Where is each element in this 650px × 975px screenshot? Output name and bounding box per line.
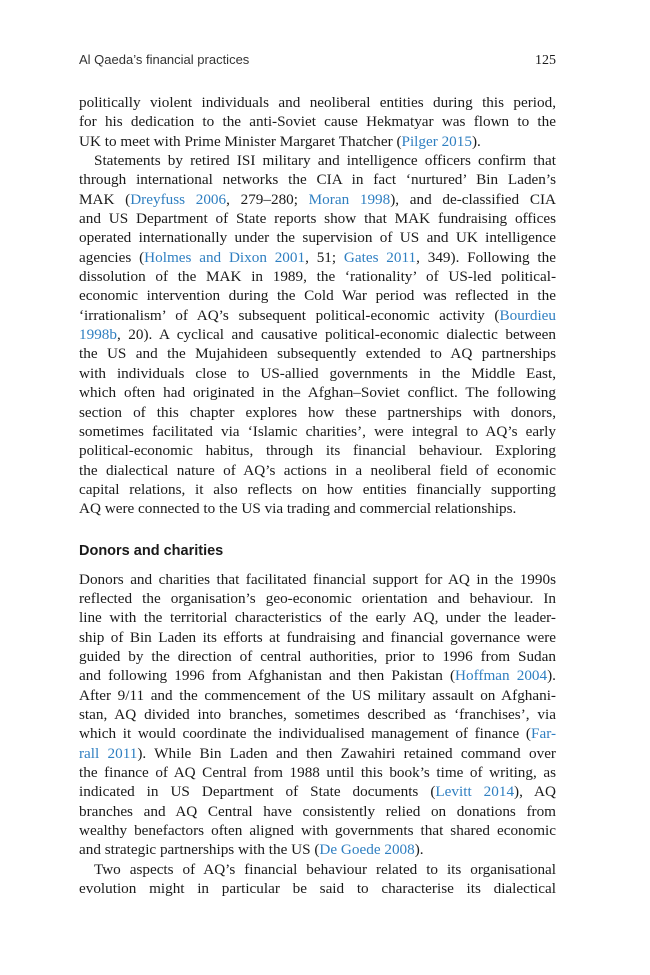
text-line [79, 325, 556, 344]
text-run: indicated in US Department of State documents ( [79, 783, 436, 801]
text-line: the finance of AQ Central from 1988 until this book’s time of writing, as [79, 764, 556, 781]
text-line: which often had originated in the Afghan–Soviet conflict. The following [79, 384, 556, 402]
text-line: wealthy benefactors often aligned with governments that shared economic [79, 822, 556, 840]
text-line [79, 190, 556, 209]
text-line [79, 782, 556, 801]
paragraph-2 [79, 151, 556, 519]
text-line: ship of Bin Laden its efforts at fundraising and financial governance were [79, 628, 556, 646]
text-line [79, 840, 556, 859]
text-run: ). [547, 667, 556, 685]
text-line [79, 306, 556, 325]
section-heading: Donors and charities [79, 542, 224, 559]
text-line: AQ were connected to the US via trading and commercial relationships. [79, 500, 517, 518]
citation-link[interactable]: Hoffman 2004 [455, 667, 548, 685]
body-text [79, 93, 556, 898]
citation-link[interactable]: De Goede 2008 [319, 841, 415, 859]
text-line: the dialectical nature of AQ’s actions in a neoliberal field of economic [79, 461, 556, 479]
text-line: branches and AQ Central have consistently relied on donations from [79, 802, 556, 820]
text-run: and strategic partnerships with the US ( [79, 841, 320, 859]
text-line: section of this chapter explores how these partnerships with donors, [79, 403, 556, 421]
paragraph-4 [79, 860, 556, 899]
citation-link[interactable]: Levitt 2014 [435, 783, 515, 801]
citation-link[interactable]: rall 2011 [79, 744, 138, 762]
citation-link[interactable]: Bourdieu [499, 306, 556, 324]
citation-link[interactable]: Pilger 2015 [401, 132, 472, 150]
text-line: Two aspects of AQ’s financial behaviour related to its organisational [94, 860, 556, 878]
text-run: ), AQ [514, 783, 556, 801]
text-run: UK to meet with Prime Minister Margaret Thatcher ( [79, 132, 402, 150]
text-run: , 20). A cyclical and causative political-economic dialectic between [116, 326, 556, 344]
citation-link[interactable]: Dreyfuss 2006 [130, 190, 227, 208]
text-run: ‘irrationalism’ of AQ’s subsequent political-economic activity ( [79, 306, 500, 324]
paragraph-3 [79, 570, 556, 860]
citation-link[interactable]: Moran 1998 [308, 190, 391, 208]
text-line: for his dedication to the anti-Soviet cause Hekmatyar was flown to the [79, 113, 556, 131]
text-run: MAK ( [79, 190, 131, 208]
text-line: Donors and charities that facilitated financial support for AQ in the 1990s [79, 570, 556, 588]
running-header [79, 52, 556, 69]
text-line: dissolution of the MAK in 1989, the ‘rationality’ of US-led political- [79, 268, 556, 286]
text-line: through international networks the CIA in fact ‘nurtured’ Bin Laden’s [79, 171, 556, 189]
text-run: , 279–280; [226, 190, 309, 208]
text-run: ), and de-classified CIA [390, 190, 556, 208]
citation-link[interactable]: Holmes and Dixon 2001 [144, 248, 306, 266]
text-run: ). [471, 132, 481, 150]
text-run: , 349). Following the [416, 248, 556, 266]
text-line: evolution might in particular be said to characterise its dialectical [79, 880, 556, 898]
text-run: and following 1996 from Afghanistan and then Pakistan ( [79, 667, 456, 685]
text-line: guided by the direction of central authorities, prior to 1996 from Sudan [79, 647, 556, 665]
citation-link[interactable]: 1998b [79, 326, 117, 344]
text-line: the US and the Mujahideen subsequently extended to AQ partnerships [79, 345, 556, 363]
text-line: sometimes facilitated via ‘Islamic charities’, were integral to AQ’s early [79, 422, 556, 440]
text-line: with individuals close to US-allied governments in the Middle East, [79, 364, 556, 382]
paragraph-1 [79, 93, 556, 151]
page-number: 125 [535, 53, 556, 68]
text-line [79, 744, 556, 763]
text-line: stan, AQ divided into branches, sometimes described as ‘franchises’, via [79, 705, 556, 723]
text-run: , 51; [305, 248, 344, 266]
text-line: capital relations, it also reflects on how entities financially supporting [79, 480, 556, 498]
text-line: politically violent individuals and neoliberal entities during this period, [79, 94, 556, 111]
text-run: agencies ( [79, 248, 145, 266]
text-line [79, 724, 556, 743]
citation-link[interactable]: Gates 2011 [343, 248, 417, 266]
text-line [79, 132, 556, 151]
running-title: Al Qaeda’s financial practices [79, 52, 250, 67]
text-line: Statements by retired ISI military and intelligence officers confirm that [94, 152, 556, 170]
text-line: After 9/11 and the commencement of the US military assault on Afghani- [79, 686, 556, 704]
text-run: ). While Bin Laden and then Zawahiri retained command over [137, 744, 556, 762]
text-line [79, 666, 556, 685]
text-line: and US Department of State reports show that MAK fundraising offices [79, 210, 556, 228]
text-run: ). [414, 841, 424, 859]
text-line: operated internationally under the supervision of US and UK intelligence [79, 229, 556, 247]
text-line: line with the territorial characteristics of the early AQ, under the leader- [79, 609, 556, 627]
text-line [79, 248, 556, 267]
text-line: economic intervention during the Cold War period was reflected in the [79, 287, 556, 305]
text-line: reflected the organisation’s geo-economic orientation and behaviour. In [79, 589, 556, 607]
text-line: political-economic habitus, through its financial behaviour. Exploring [79, 442, 556, 460]
citation-link[interactable]: Far- [531, 725, 556, 743]
text-run: which it would coordinate the individualised management of finance ( [79, 725, 531, 743]
